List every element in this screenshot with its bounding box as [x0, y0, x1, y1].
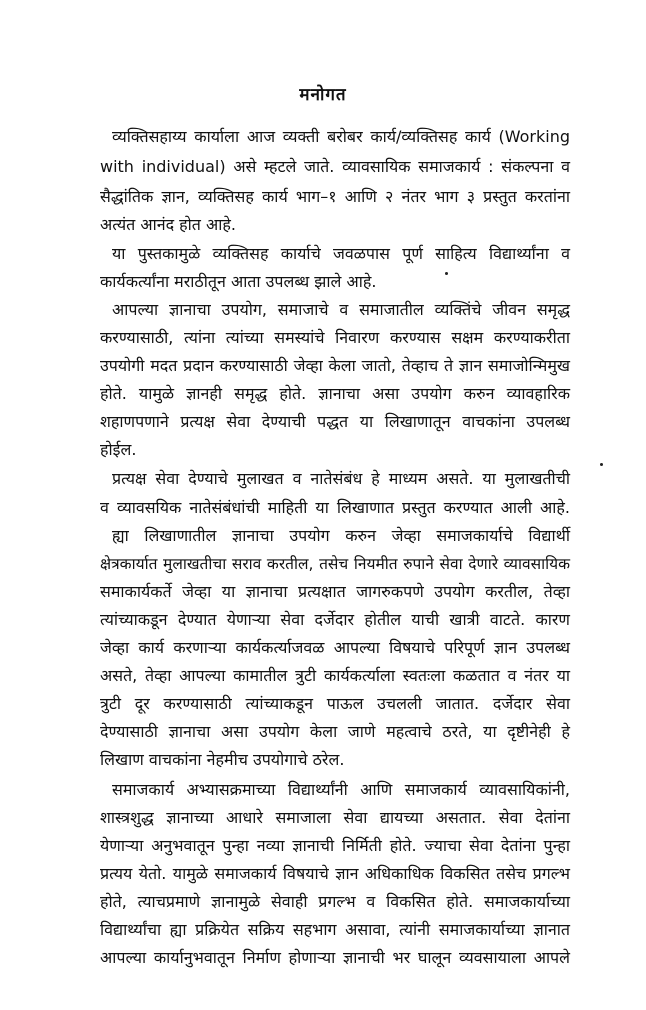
text-line: येणाऱ्या अनुभवातून पुन्हा नव्या ज्ञानाची निर्मिती होते. ज्याचा सेवा देतांना पुन्हा	[100, 836, 570, 855]
text-line: क्षेत्रकार्यात मुलाखतीचा सराव करतील, तसेच नियमीत रुपाने सेवा देणारे व्यावसायिक	[100, 555, 570, 573]
text-line: ह्या लिखाणातील ज्ञानाचा उपयोग करुन जेव्हा समाजकार्याचे विद्यार्थी	[112, 526, 570, 545]
text-line: होते, त्याचप्रमाणे ज्ञानामुळे सेवाही प्रगल्भ व विकसित होते. समाजकार्याच्या	[100, 892, 570, 911]
text-line: त्रुटी दूर करण्यासाठी त्यांच्याकडून पाऊल उचलली जातात. दर्जेदार सेवा	[100, 694, 570, 713]
text-line: त्यांच्याकडून देण्यात येणाऱ्या सेवा दर्जेदार होतील याची खात्री वाटते. कारण	[100, 610, 570, 629]
text-line: समाजकार्य अभ्यासक्रमाच्या विद्यार्थ्यांनी आणि समाजकार्य व्यावसायिकांनी,	[112, 780, 570, 799]
text-line: या पुस्तकामुळे व्यक्तिसह कार्याचे जवळपास पूर्ण साहित्य विद्यार्थ्यांना व	[112, 244, 570, 263]
text-line: देण्यासाठी ज्ञानाचा असा उपयोग केला जाणे महत्वाचे ठरते, या दृष्टीनेही हे	[100, 722, 570, 741]
text-line: व्यक्तिसहाय्य कार्याला आज व्यक्ती बरोबर कार्य/व्यक्तिसह कार्य (Working	[112, 127, 570, 146]
text-line: सैद्धांतिक ज्ञान, व्यक्तिसह कार्य भाग–१ आणि २ नंतर भाग ३ प्रस्तुत करतांना	[100, 187, 570, 206]
text-line: शास्त्रशुद्ध ज्ञानाच्या आधारे समाजाला सेवा द्यायच्या असतात. सेवा देतांना	[100, 808, 570, 827]
text-line: with individual) असे म्हटले जाते. व्यावसायिक समाजकार्य : संकल्पना व	[100, 157, 570, 176]
text-line: व व्यावसयिक नातेसंबंधांची माहिती या लिखाणात प्रस्तुत करण्यात आली आहे.	[100, 498, 570, 517]
text-line: आपल्या कार्यानुभवातून निर्माण होणाऱ्या ज्ञानाची भर घालून व्यवसायाला आपले	[100, 948, 570, 967]
text-line: शहाणपणाने प्रत्यक्ष सेवा देण्याची पद्धत या लिखाणातून वाचकांना उपलब्ध	[100, 412, 570, 431]
scan-speck	[600, 463, 603, 466]
text-line: विद्यार्थ्यांचा ह्या प्रक्रियेत सक्रिय सहभाग असावा, त्यांनी समाजकार्याच्या ज्ञानात	[100, 920, 570, 939]
text-line: करण्यासाठी, त्यांना त्यांच्या समस्यांचे निवारण करण्यास सक्षम करण्याकरीता	[100, 328, 570, 347]
text-line: होईल.	[100, 440, 137, 459]
text-line: होते. यामुळे ज्ञानही समृद्ध होते. ज्ञानाचा असा उपयोग करुन व्यावहारिक	[100, 384, 570, 403]
text-line: प्रत्यक्ष सेवा देण्याचे मुलाखत व नातेसंबंध हे माध्यम असते. या मुलाखतीची	[112, 469, 570, 488]
page-title: मनोगत	[299, 85, 347, 105]
text-line: जेव्हा कार्य करणाऱ्या कार्यकर्त्याजवळ आपल्या विषयाचे परिपूर्ण ज्ञान उपलब्ध	[100, 638, 570, 657]
text-line: असते, तेव्हा आपल्या कामातील त्रुटी कार्यकर्त्याला स्वतःला कळतात व नंतर या	[100, 666, 570, 685]
text-line: आपल्या ज्ञानाचा उपयोग, समाजाचे व समाजातील व्यक्तिंचे जीवन समृद्ध	[112, 300, 570, 319]
text-line: उपयोगी मदत प्रदान करण्यासाठी जेव्हा केला जातो, तेव्हाच ते ज्ञान समाजोन्मिमुख	[100, 356, 570, 375]
text-line: समाकार्यकर्ते जेव्हा या ज्ञानाचा प्रत्यक्षात जागरुकपणे उपयोग करतील, तेव्हा	[100, 582, 570, 601]
text-line: प्रत्यय येतो. यामुळे समाजकार्य विषयाचे ज्ञान अधिकाधिक विकसित तसेच प्रगल्भ	[100, 864, 570, 883]
text-line: कार्यकर्त्यांना मराठीतून आता उपलब्ध झाले आहे.	[100, 272, 377, 291]
text-line: अत्यंत आनंद होत आहे.	[100, 215, 236, 234]
text-line: लिखाण वाचकांना नेहमीच उपयोगाचे ठरेल.	[100, 750, 345, 769]
scan-speck	[445, 272, 448, 275]
